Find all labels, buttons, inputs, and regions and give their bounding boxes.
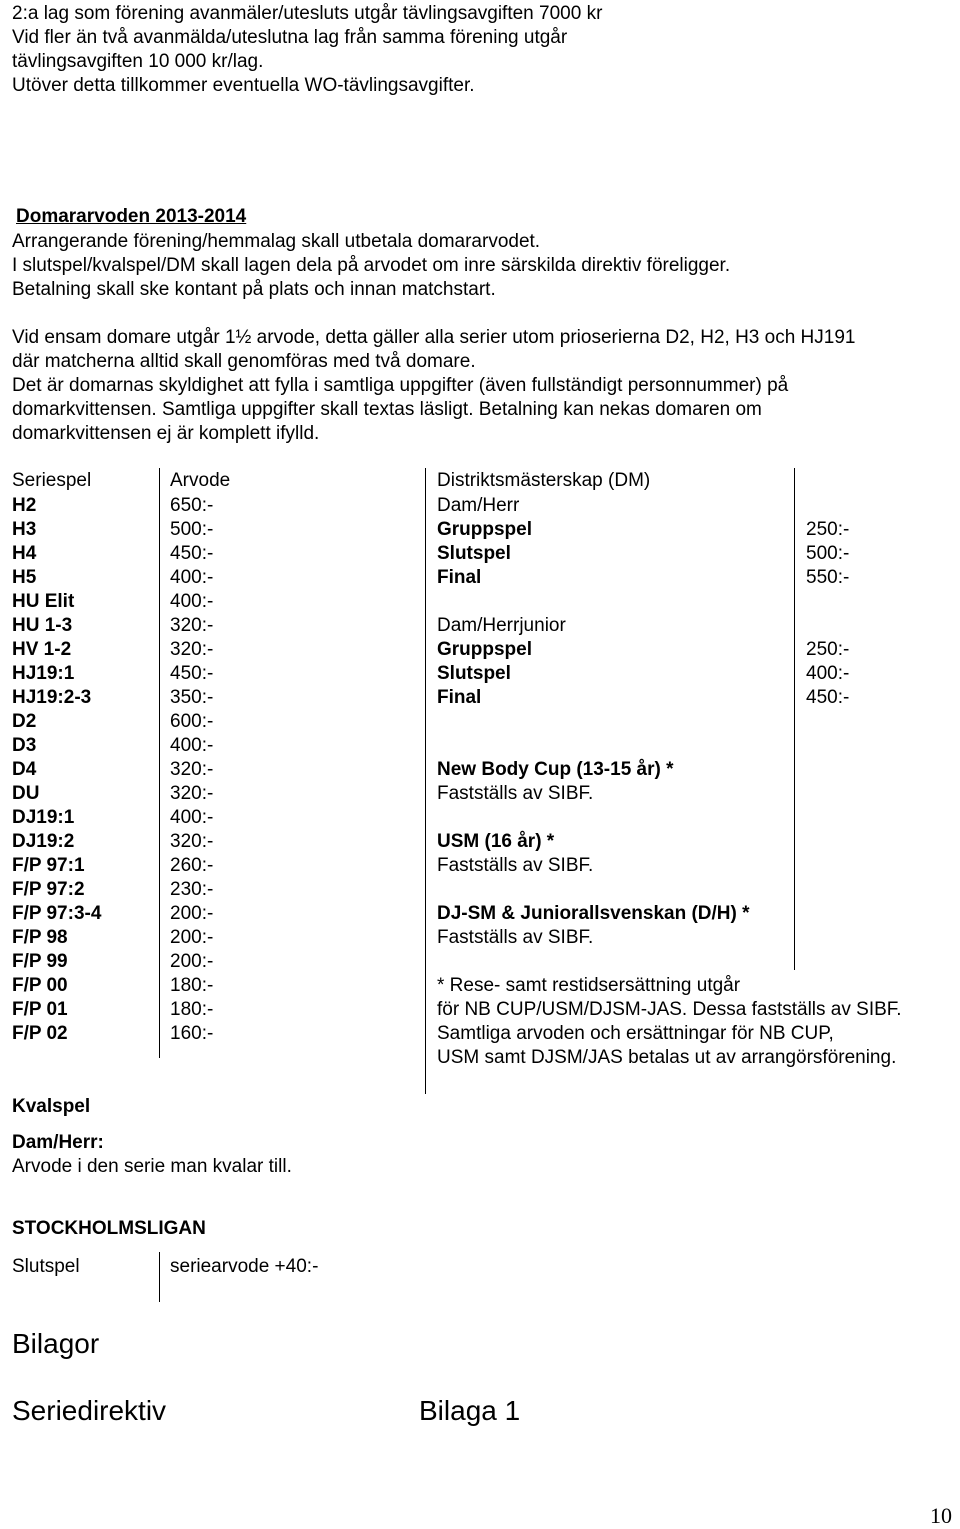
serie-name: F/P 97:3-4 (12, 903, 102, 924)
serie-name: F/P 01 (12, 999, 68, 1020)
page-number: 10 (930, 1503, 952, 1528)
dm-dhj-slutspel: Slutspel (437, 663, 511, 684)
serie-name: D2 (12, 711, 37, 732)
dm-dh-slutspel-value: 500:- (806, 543, 850, 564)
serie-name: H4 (12, 543, 37, 564)
dm-dam-herrjunior: Dam/Herrjunior (437, 615, 566, 636)
dm-note-4: USM samt DJSM/JAS betalas ut av arrangörsförening. (437, 1047, 897, 1068)
domare-line-1: Arrangerande förening/hemmalag skall utbetala domararvodet. (12, 231, 541, 252)
serie-name: D4 (12, 759, 37, 780)
domare-para2-line-1: Vid ensam domare utgår 1½ arvode, detta gäller alla serier utom prioserierna D2, H2, H3 och HJ191 (12, 327, 856, 348)
dm-dhj-slutspel-value: 400:- (806, 663, 850, 684)
serie-name: F/P 97:2 (12, 879, 85, 900)
serie-name: HU 1-3 (12, 615, 73, 636)
dm-note-3: Samtliga arvoden och ersättningar för NB CUP, (437, 1023, 834, 1044)
dm-dh-slutspel: Slutspel (437, 543, 511, 564)
dm-dh-gruppspel-value: 250:- (806, 519, 850, 540)
serie-name: H2 (12, 495, 37, 516)
serie-name: DJ19:1 (12, 807, 75, 828)
serie-name: F/P 99 (12, 951, 68, 972)
serie-arvode: 180:- (170, 975, 214, 996)
serie-arvode: 400:- (170, 591, 214, 612)
serie-arvode: 320:- (170, 759, 214, 780)
dm-dhj-final: Final (437, 687, 482, 708)
kvalspel-subheading: Dam/Herr: (12, 1132, 104, 1153)
serie-arvode: 230:- (170, 879, 214, 900)
bilagor-item: Seriedirektiv (12, 1395, 167, 1426)
serie-arvode: 320:- (170, 639, 214, 660)
dm-dh-gruppspel: Gruppspel (437, 519, 533, 540)
serie-arvode: 600:- (170, 711, 214, 732)
table-rule-2 (425, 468, 426, 1094)
dm-dhj-gruppspel-value: 250:- (806, 639, 850, 660)
dm-djsm-text: Fastställs av SIBF. (437, 927, 594, 948)
header-seriespel: Seriespel (12, 470, 92, 491)
serie-name: F/P 00 (12, 975, 68, 996)
serie-name: HV 1-2 (12, 639, 72, 660)
serie-arvode: 450:- (170, 663, 214, 684)
dm-dh-final-value: 550:- (806, 567, 850, 588)
serie-name: HJ19:2-3 (12, 687, 92, 708)
serie-name: H5 (12, 567, 37, 588)
dm-nbc-text: Fastställs av SIBF. (437, 783, 594, 804)
serie-arvode: 200:- (170, 927, 214, 948)
kvalspel-heading: Kvalspel (12, 1096, 91, 1117)
serie-name: HU Elit (12, 591, 75, 612)
intro-line-3: tävlingsavgiften 10 000 kr/lag. (12, 51, 264, 72)
dm-note-1: * Rese- samt restidsersättning utgår (437, 975, 741, 996)
domare-line-2: I slutspel/kvalspel/DM skall lagen dela på arvodet om inre särskilda direktiv föreligger. (12, 255, 731, 276)
serie-arvode: 200:- (170, 951, 214, 972)
serie-arvode: 160:- (170, 1023, 214, 1044)
dm-dhj-final-value: 450:- (806, 687, 850, 708)
domare-line-3: Betalning skall ske kontant på plats och innan matchstart. (12, 279, 496, 300)
serie-arvode: 320:- (170, 831, 214, 852)
serie-arvode: 180:- (170, 999, 214, 1020)
serie-arvode: 320:- (170, 615, 214, 636)
serie-arvode: 350:- (170, 687, 214, 708)
serie-arvode: 260:- (170, 855, 214, 876)
serie-name: F/P 98 (12, 927, 68, 948)
serie-name: HJ19:1 (12, 663, 75, 684)
serie-arvode: 200:- (170, 903, 214, 924)
dm-usm-text: Fastställs av SIBF. (437, 855, 594, 876)
domare-para2-line-5: domarkvittensen ej är komplett ifylld. (12, 423, 320, 444)
table-rule-1 (159, 468, 160, 1058)
stockholmsligan-rule (159, 1252, 160, 1302)
domare-para2-line-3: Det är domarnas skyldighet att fylla i samtliga uppgifter (även fullständigt personnummer) på (12, 375, 789, 396)
serie-arvode: 650:- (170, 495, 214, 516)
serie-name: DU (12, 783, 40, 804)
stockholmsligan-heading: STOCKHOLMSLIGAN (12, 1218, 206, 1239)
stockholmsligan-value: seriearvode +40:- (170, 1256, 319, 1277)
stockholmsligan-label: Slutspel (12, 1256, 80, 1277)
serie-arvode: 400:- (170, 567, 214, 588)
kvalspel-text: Arvode i den serie man kvalar till. (12, 1156, 292, 1177)
dm-dam-herr: Dam/Herr (437, 495, 520, 516)
dm-djsm-title: DJ-SM & Juniorallsvenskan (D/H) * (437, 903, 750, 924)
intro-line-2: Vid fler än två avanmälda/uteslutna lag från samma förening utgår (12, 27, 568, 48)
domare-heading: Domararvoden 2013-2014 (16, 206, 247, 227)
serie-name: DJ19:2 (12, 831, 75, 852)
dm-note-2: för NB CUP/USM/DJSM-JAS. Dessa fastställs av SIBF. (437, 999, 902, 1020)
dm-usm-title: USM (16 år) * (437, 831, 555, 852)
header-dm: Distriktsmästerskap (DM) (437, 470, 651, 491)
domare-para2-line-2: där matcherna alltid skall genomföras med två domare. (12, 351, 476, 372)
serie-arvode: 400:- (170, 735, 214, 756)
serie-arvode: 450:- (170, 543, 214, 564)
bilagor-ref: Bilaga 1 (419, 1395, 521, 1426)
dm-nbc-title: New Body Cup (13-15 år) * (437, 759, 674, 780)
serie-name: F/P 02 (12, 1023, 68, 1044)
header-arvode: Arvode (170, 470, 231, 491)
serie-name: D3 (12, 735, 37, 756)
domare-para2-line-4: domarkvittensen. Samtliga uppgifter skall textas läsligt. Betalning kan nekas domaren om (12, 399, 762, 420)
serie-arvode: 400:- (170, 807, 214, 828)
bilagor-heading: Bilagor (12, 1328, 100, 1359)
serie-arvode: 500:- (170, 519, 214, 540)
serie-name: F/P 97:1 (12, 855, 85, 876)
serie-arvode: 320:- (170, 783, 214, 804)
serie-name: H3 (12, 519, 37, 540)
table-rule-3 (794, 468, 795, 970)
intro-line-4: Utöver detta tillkommer eventuella WO-tävlingsavgifter. (12, 75, 475, 96)
intro-line-1: 2:a lag som förening avanmäler/utesluts utgår tävlingsavgiften 7000 kr (12, 3, 603, 24)
dm-dhj-gruppspel: Gruppspel (437, 639, 533, 660)
dm-dh-final: Final (437, 567, 482, 588)
